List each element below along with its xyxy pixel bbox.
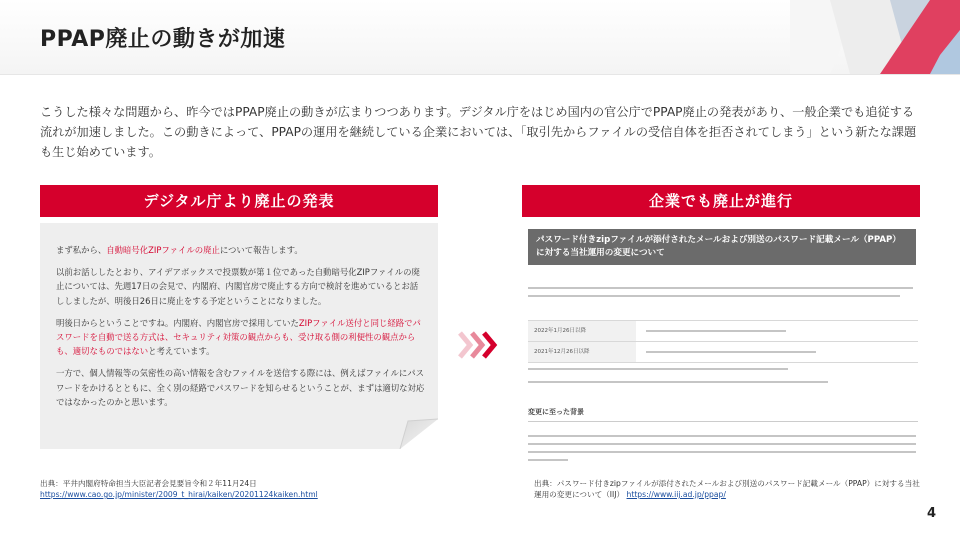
doc-text-line — [528, 295, 900, 297]
iij-document-preview — [522, 223, 920, 467]
quote-note-card — [40, 223, 438, 449]
right-heading-band — [522, 185, 920, 217]
doc-text-line — [528, 287, 913, 289]
corner-decoration — [790, 0, 960, 74]
chevron-right-icon — [458, 330, 500, 360]
doc-table-key: 2021年12月26日以降 — [528, 342, 636, 362]
left-source — [40, 478, 440, 500]
right-source — [534, 478, 924, 500]
left-heading-band — [40, 185, 438, 217]
doc-text-line — [528, 443, 916, 445]
quote-text — [56, 243, 426, 417]
doc-text-line — [528, 381, 828, 383]
doc-table — [528, 320, 918, 363]
doc-text-line — [528, 368, 788, 370]
right-source-label: 出典：パスワード付きzipファイルが添付されたメールおよび別送のパスワード記載メール（PPAP）に対する当社運用の変更について（IIJ） — [534, 479, 920, 499]
page-number: 4 — [926, 506, 936, 521]
doc-text-line — [528, 435, 916, 437]
doc-text-line — [528, 459, 568, 461]
highlight-text: 自動暗号化ZIPファイルの廃止 — [106, 245, 220, 255]
quote-paragraph-4: 一方で、個人情報等の気密性の高い情報を含むファイルを送信する際には、例えばファイルにパスワードをかけるとともに、全く別の経路でパスワードを知らせるということが、まずは適切な対応ではなかったのかと思います。 — [56, 368, 425, 407]
right-heading: 企業でも廃止が進行 — [648, 192, 793, 210]
left-heading: デジタル庁より廃止の発表 — [143, 192, 335, 210]
doc-title: パスワード付きzipファイルが添付されたメールおよび別送のパスワード記載メール（PPAP）に対する当社運用の変更について — [528, 229, 916, 265]
slide-header — [0, 0, 960, 75]
left-source-label: 出典：平井内閣府特命担当大臣記者会見要旨令和２年11月24日 — [40, 479, 257, 488]
right-source-link[interactable]: https://www.iij.ad.jp/ppap/ — [626, 490, 726, 499]
quote-paragraph-3: 明後日からということですね。内閣府、内閣官房で採用していたZIPファイル送付と同じ経路でパスワードを自動で送る方式は、セキュリティ対策の観点からも、受け取る側の利便性の観点からも、適切なものではないと考えています。 — [56, 317, 421, 357]
highlight-text: ZIPファイル送付と同じ経路でパスワードを自動で送る方式は、セキュリティ対策の観点からも、受け取る側の利便性の観点からも、適切なものではない — [56, 317, 421, 357]
quote-paragraph-2: 以前お話ししたとおり、アイデアボックスで投票数が第１位であった自動暗号化ZIPファイルの廃止については、先週17日の会見で、内閣府、内閣官房で廃止する方向で検討を進めているとお話ししましたが、明後日26日に廃止をする予定ということになりました。 — [56, 267, 420, 306]
doc-subheading: 変更に至った背景 — [528, 403, 918, 422]
left-source-link[interactable]: https://www.cao.go.jp/minister/2009_t_hirai/kaiken/20201124kaiken.html — [40, 490, 318, 499]
doc-table-key: 2022年1月26日以降 — [528, 321, 636, 341]
intro-paragraph: こうした様々な問題から、昨今ではPPAP廃止の動きが広まりつつあります。デジタル庁をはじめ国内の官公庁でPPAP廃止の発表があり、一般企業でも追従する流れが加速しました。この動きによって、PPAPの運用を継続している企業においては、「取引先からファイルの受信自体を拒否されてしまう」という新たな課題も生じ始めています。 — [40, 105, 917, 159]
doc-text-line — [528, 451, 916, 453]
doc-table-row — [528, 321, 918, 342]
doc-table-row — [528, 342, 918, 363]
quote-paragraph-1: まず私から、自動暗号化ZIPファイルの廃止について報告します。 — [56, 245, 303, 255]
slide-title: PPAP廃止の動きが加速 — [40, 27, 286, 52]
